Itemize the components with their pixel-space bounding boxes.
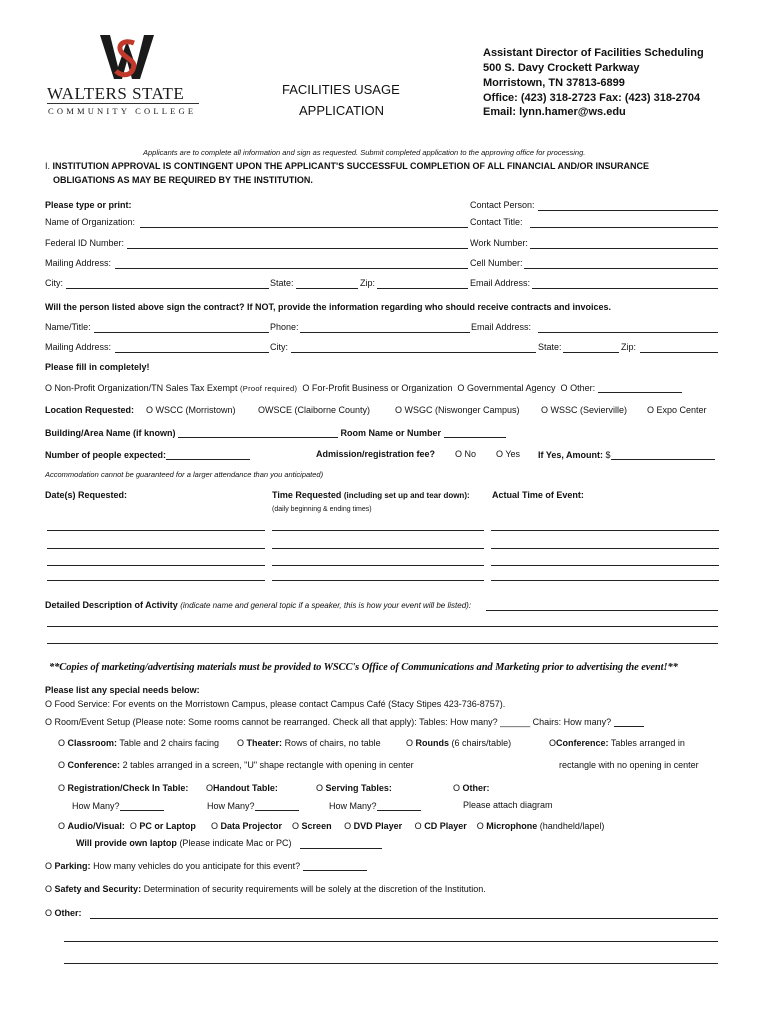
- ws-monogram-icon: [98, 33, 156, 81]
- date-field[interactable]: [47, 548, 265, 549]
- contact-person-field[interactable]: [538, 210, 718, 211]
- org-name-field[interactable]: [140, 227, 468, 228]
- chairs-count-field[interactable]: [614, 716, 644, 727]
- registration-count-field[interactable]: [120, 800, 164, 811]
- fee-yes-radio[interactable]: O: [496, 449, 504, 459]
- contract-state-field[interactable]: [563, 352, 619, 353]
- activity-note: (indicate name and general topic if a speaker, this is how your event will be listed):: [180, 601, 472, 610]
- conference-option[interactable]: [549, 738, 685, 748]
- other-org-radio[interactable]: O: [560, 383, 568, 393]
- email-label: Email Address:: [470, 278, 531, 288]
- activity-label: Detailed Description of Activity: [45, 600, 178, 610]
- other-needs-field[interactable]: [90, 918, 718, 919]
- other-needs-radio[interactable]: O: [45, 908, 53, 918]
- nonprofit-label: Non-Profit Organization/TN Sales Tax Exempt: [54, 383, 238, 393]
- conference-text: Tables arranged in: [610, 738, 685, 748]
- government-radio[interactable]: O: [457, 383, 465, 393]
- conference-u-label: Conference:: [67, 760, 121, 770]
- other-needs-row: [45, 908, 82, 918]
- form-title-line2: APPLICATION: [299, 103, 385, 118]
- zip-field[interactable]: [377, 288, 468, 289]
- cd-label: CD Player: [424, 821, 467, 831]
- food-service-row: [45, 699, 505, 709]
- other-needs-label: Other:: [54, 908, 82, 918]
- contract-zip-label: Zip:: [621, 342, 637, 352]
- contact-line: Assistant Director of Facilities Scheduling: [483, 47, 704, 59]
- time-requested-heading: [272, 490, 470, 500]
- dvd-label: DVD Player: [353, 821, 403, 831]
- please-type-label: Please type or print:: [45, 200, 132, 210]
- cd-radio[interactable]: O: [414, 821, 422, 831]
- federal-id-label: Federal ID Number:: [45, 238, 125, 248]
- classroom-label: Classroom:: [67, 738, 118, 748]
- location-option-label: WSCE (Claiborne County): [265, 405, 371, 415]
- rounds-option[interactable]: [406, 738, 511, 748]
- activity-field[interactable]: [47, 626, 718, 627]
- fee-label: Admission/registration fee?: [316, 449, 436, 459]
- mic-note: (handheld/lapel): [539, 821, 605, 831]
- proof-required-note: (Proof required): [239, 384, 298, 393]
- state-field[interactable]: [296, 288, 358, 289]
- section-text-line2: OBLIGATIONS AS MAY BE REQUIRED BY THE INSTITUTION.: [53, 175, 313, 185]
- location-option-label: WSGC (Niswonger Campus): [404, 405, 520, 415]
- location-option[interactable]: [395, 405, 520, 415]
- logo-rule: [47, 103, 199, 104]
- other-setup-radio[interactable]: O: [453, 783, 461, 793]
- room-setup-row: [45, 716, 644, 727]
- building-label: Building/Area Name (if known): [45, 428, 176, 438]
- location-radio[interactable]: O: [395, 405, 403, 415]
- contact-line: Morristown, TN 37813-6899: [483, 77, 625, 89]
- safety-label: Safety and Security:: [54, 884, 142, 894]
- time-sub-note: (daily beginning & ending times): [272, 506, 372, 513]
- registration-count: [72, 800, 164, 811]
- conference-text-continued: rectangle with no opening in center: [559, 760, 699, 770]
- other-needs-field[interactable]: [64, 963, 718, 964]
- time-field[interactable]: [272, 580, 484, 581]
- parking-label: Parking:: [54, 861, 91, 871]
- contact-person-label: Contact Person:: [470, 200, 535, 210]
- conference-u-radio[interactable]: O: [58, 760, 66, 770]
- pc-radio[interactable]: O: [129, 821, 137, 831]
- contract-city-label: City:: [270, 342, 288, 352]
- fee-yes-label: Yes: [505, 449, 521, 459]
- activity-row: [45, 600, 471, 610]
- safety-radio[interactable]: O: [45, 884, 53, 894]
- attendance-note: Accommodation cannot be guaranteed for a larger attendance than you anticipated): [45, 470, 324, 479]
- contact-title-field[interactable]: [530, 227, 718, 228]
- classroom-option[interactable]: [58, 738, 219, 748]
- activity-field[interactable]: [47, 643, 718, 644]
- cell-number-field[interactable]: [524, 268, 718, 269]
- section-number: I.: [45, 161, 51, 171]
- form-title-line1: FACILITIES USAGE: [282, 82, 400, 97]
- section-text: INSTITUTION APPROVAL IS CONTINGENT UPON THE APPLICANT'S SUCCESSFUL COMPLETION OF ALL FINANCIAL AND/OR INSURANCE: [52, 161, 650, 171]
- mic-label: Microphone: [486, 821, 538, 831]
- mailing-address-field[interactable]: [115, 268, 468, 269]
- safety-text: Determination of security requirements will be solely at the discretion of the Institution.: [143, 884, 486, 894]
- parking-radio[interactable]: O: [45, 861, 53, 871]
- serving-radio[interactable]: O: [316, 783, 324, 793]
- org-name-label: Name of Organization:: [45, 217, 136, 227]
- instructions: Applicants are to complete all information and sign as requested. Submit completed application to the approving office for processing.: [143, 148, 586, 157]
- contact-title-label: Contact Title:: [470, 217, 523, 227]
- actual-time-field[interactable]: [491, 548, 719, 549]
- how-many-label: How Many?: [207, 801, 255, 811]
- marketing-note: **Copies of marketing/advertising materials must be provided to WSCC's Office of Communications and Marketing prior to advertising the event!**: [49, 662, 678, 673]
- time-requested-note: (including set up and tear down):: [343, 491, 470, 500]
- dates-requested-label: Date(s) Requested:: [45, 490, 128, 500]
- amount-label: If Yes, Amount:: [538, 450, 604, 460]
- section-heading: [45, 161, 649, 171]
- actual-time-field[interactable]: [491, 580, 719, 581]
- other-org-label: Other:: [570, 383, 596, 393]
- registration-radio[interactable]: O: [58, 783, 66, 793]
- actual-time-field[interactable]: [491, 530, 719, 531]
- people-field[interactable]: [166, 449, 250, 460]
- time-field[interactable]: [272, 530, 484, 531]
- classroom-radio[interactable]: O: [58, 738, 66, 748]
- actual-time-label: Actual Time of Event:: [492, 490, 584, 500]
- contract-zip-field[interactable]: [640, 352, 718, 353]
- cell-number-label: Cell Number:: [470, 258, 523, 268]
- actual-time-field[interactable]: [491, 565, 719, 566]
- date-field[interactable]: [47, 530, 265, 531]
- other-org-field[interactable]: [598, 382, 682, 393]
- rounds-text: (6 chairs/table): [451, 738, 512, 748]
- org-type-row: [45, 382, 682, 393]
- pc-label: PC or Laptop: [139, 821, 196, 831]
- food-service-text: Food Service: For events on the Morristown Campus, please contact Campus Café (Stacy Stipes 423-736-8757).: [54, 699, 506, 709]
- theater-radio[interactable]: O: [237, 738, 245, 748]
- location-label: Location Requested:: [45, 405, 135, 415]
- food-radio[interactable]: O: [45, 699, 53, 709]
- contract-city-field[interactable]: [291, 352, 536, 353]
- serving-count-field[interactable]: [377, 800, 421, 811]
- location-option-label: WSSC (Sevierville): [550, 405, 628, 415]
- location-option[interactable]: [258, 405, 370, 415]
- screen-label: Screen: [301, 821, 332, 831]
- own-laptop-field[interactable]: [300, 848, 382, 849]
- av-radio[interactable]: O: [58, 821, 66, 831]
- theater-text: Rows of chairs, no table: [284, 738, 381, 748]
- government-label: Governmental Agency: [466, 383, 556, 393]
- contract-email-label: Email Address:: [471, 322, 532, 332]
- work-number-field[interactable]: [530, 248, 718, 249]
- serving-count: [329, 800, 421, 811]
- date-field[interactable]: [47, 580, 265, 581]
- other-setup-label: Other:: [462, 783, 490, 793]
- classroom-text: Table and 2 chairs facing: [119, 738, 219, 748]
- contract-mailing-label: Mailing Address:: [45, 342, 112, 352]
- how-many-label: How Many?: [329, 801, 377, 811]
- location-radio[interactable]: O: [258, 405, 266, 415]
- time-requested-label: Time Requested: [272, 490, 342, 500]
- conference-label: Conference:: [556, 738, 609, 748]
- dollar-sign: $: [605, 450, 611, 460]
- other-setup-option[interactable]: [453, 783, 490, 793]
- handout-option[interactable]: [206, 783, 278, 793]
- email-field[interactable]: [532, 288, 718, 289]
- parking-text: How many vehicles do you anticipate for this event?: [93, 861, 301, 871]
- rounds-radio[interactable]: O: [406, 738, 414, 748]
- how-many-label: How Many?: [72, 801, 120, 811]
- theater-label: Theater:: [246, 738, 283, 748]
- rounds-label: Rounds: [415, 738, 450, 748]
- conference-radio[interactable]: O: [549, 738, 557, 748]
- projector-label: Data Projector: [220, 821, 282, 831]
- contract-state-label: State:: [538, 342, 562, 352]
- room-setup-text: Room/Event Setup (Please note: Some rooms cannot be rearranged. Check all that apply): Tables: How many? ______ Chairs: How many?: [54, 717, 612, 727]
- contract-question: Will the person listed above sign the contract? If NOT, provide the information regarding who should receive contracts and invoices.: [45, 302, 612, 312]
- city-field[interactable]: [66, 288, 269, 289]
- building-field[interactable]: [178, 427, 338, 438]
- location-option-label: WSCC (Morristown): [155, 405, 236, 415]
- location-option[interactable]: [146, 405, 236, 415]
- work-number-label: Work Number:: [470, 238, 528, 248]
- location-option-label: Expo Center: [656, 405, 707, 415]
- other-needs-field[interactable]: [64, 941, 718, 942]
- conference-u-option[interactable]: [58, 760, 414, 770]
- parking-field[interactable]: [303, 860, 367, 871]
- logo-name: WALTERS STATE: [47, 84, 185, 103]
- contract-email-field[interactable]: [538, 332, 718, 333]
- screen-radio[interactable]: O: [292, 821, 300, 831]
- room-field[interactable]: [444, 427, 506, 438]
- fee-no-label: No: [464, 449, 477, 459]
- city-label: City:: [45, 278, 63, 288]
- forprofit-label: For-Profit Business or Organization: [311, 383, 453, 393]
- date-field[interactable]: [47, 565, 265, 566]
- handout-count-field[interactable]: [255, 800, 299, 811]
- handout-count: [207, 800, 299, 811]
- location-radio[interactable]: O: [146, 405, 154, 415]
- contact-line: Office: (423) 318-2723 Fax: (423) 318-2704: [483, 92, 701, 104]
- federal-id-field[interactable]: [127, 248, 468, 249]
- fill-completely-label: Please fill in completely!: [45, 362, 150, 372]
- mailing-address-label: Mailing Address:: [45, 258, 112, 268]
- conference-u-text: 2 tables arranged in a screen, "U" shape rectangle with opening in center: [122, 760, 414, 770]
- special-needs-heading: Please list any special needs below:: [45, 685, 200, 695]
- serving-option[interactable]: [316, 783, 392, 793]
- amount-field[interactable]: [611, 449, 715, 460]
- location-radio[interactable]: O: [647, 405, 655, 415]
- theater-option[interactable]: [237, 738, 381, 748]
- fee-yes-option[interactable]: [496, 449, 520, 459]
- attach-diagram-note: Please attach diagram: [463, 800, 553, 810]
- own-laptop-row: [76, 838, 291, 848]
- handout-label: Handout Table:: [213, 783, 278, 793]
- amount-row: [538, 449, 715, 460]
- fee-no-option[interactable]: [455, 449, 476, 459]
- registration-option[interactable]: [58, 783, 188, 793]
- fee-no-radio[interactable]: O: [455, 449, 463, 459]
- forprofit-radio[interactable]: O: [302, 383, 310, 393]
- contact-line: 500 S. Davy Crockett Parkway: [483, 62, 640, 74]
- time-field[interactable]: [272, 548, 484, 549]
- state-label: State:: [270, 278, 294, 288]
- dvd-radio[interactable]: O: [344, 821, 352, 831]
- activity-field[interactable]: [486, 610, 718, 611]
- contact-email: Email: lynn.hamer@ws.edu: [483, 106, 626, 118]
- name-title-label: Name/Title:: [45, 322, 91, 332]
- safety-row: [45, 884, 486, 894]
- people-row: [45, 449, 250, 460]
- contract-mailing-field[interactable]: [115, 352, 269, 353]
- phone-field[interactable]: [300, 332, 470, 333]
- serving-label: Serving Tables:: [325, 783, 392, 793]
- people-label: Number of people expected:: [45, 450, 167, 460]
- time-field[interactable]: [272, 565, 484, 566]
- registration-label: Registration/Check In Table:: [67, 783, 189, 793]
- handout-radio[interactable]: O: [206, 783, 214, 793]
- phone-label: Phone:: [270, 322, 299, 332]
- logo-subtitle: COMMUNITY COLLEGE: [48, 106, 197, 116]
- location-radio[interactable]: O: [541, 405, 549, 415]
- mic-radio[interactable]: O: [476, 821, 484, 831]
- name-title-field[interactable]: [94, 332, 269, 333]
- building-row: [45, 427, 506, 438]
- location-option[interactable]: [647, 405, 707, 415]
- own-laptop-note: (Please indicate Mac or PC): [179, 838, 292, 848]
- room-setup-radio[interactable]: O: [45, 717, 53, 727]
- av-row: [58, 821, 604, 831]
- zip-label: Zip:: [360, 278, 376, 288]
- own-laptop-label: Will provide own laptop: [76, 838, 177, 848]
- parking-row: [45, 860, 367, 871]
- location-option[interactable]: [541, 405, 627, 415]
- av-label: Audio/Visual:: [67, 821, 125, 831]
- nonprofit-radio[interactable]: O: [45, 383, 53, 393]
- projector-radio[interactable]: O: [210, 821, 218, 831]
- room-label: Room Name or Number: [340, 428, 442, 438]
